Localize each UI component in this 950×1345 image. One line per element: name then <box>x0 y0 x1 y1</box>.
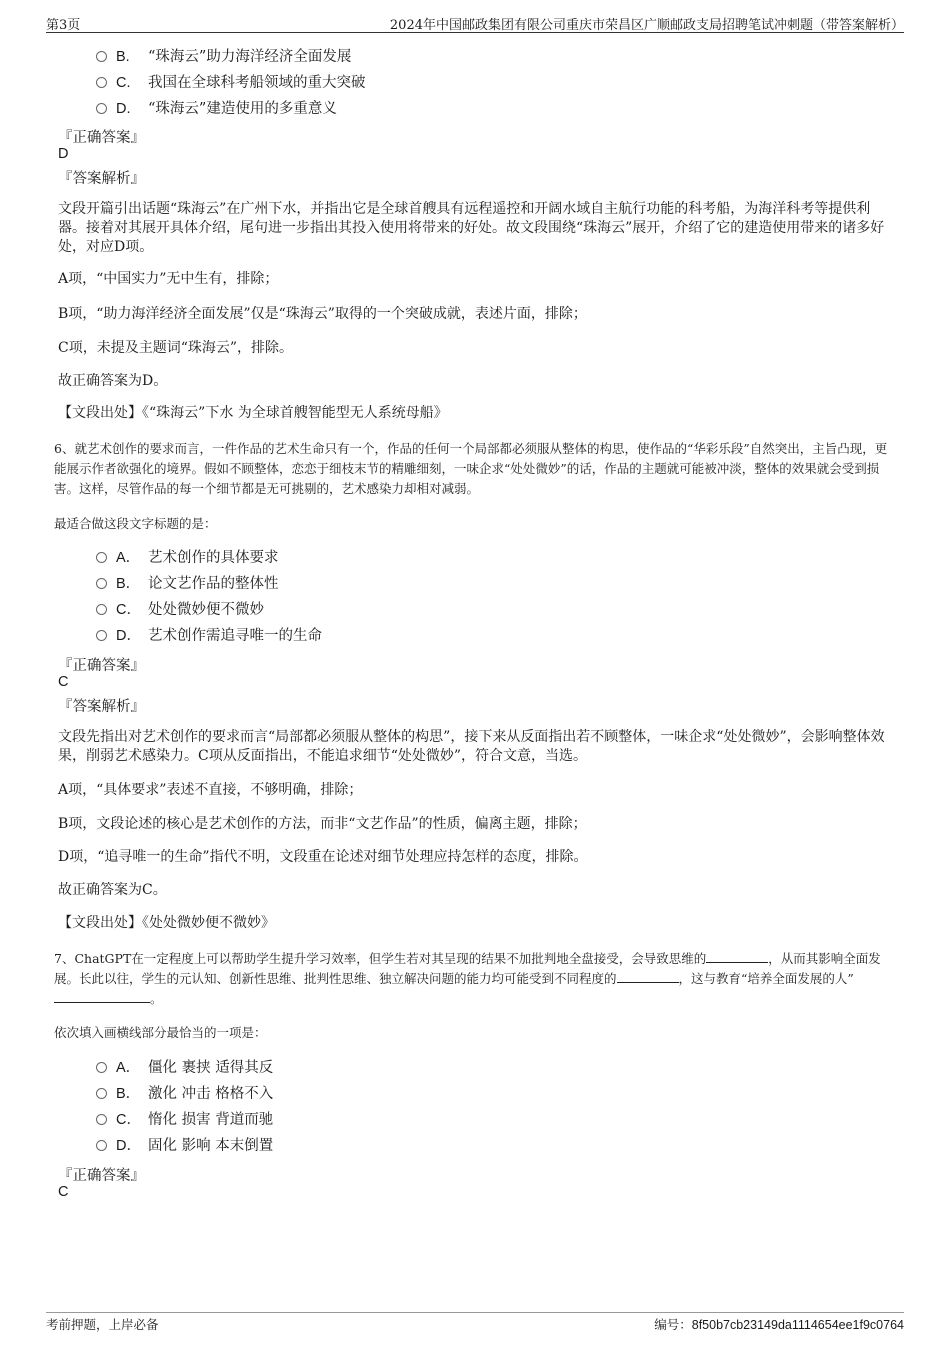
fill-blank-1 <box>706 950 768 963</box>
document-title: 2024年中国邮政集团有限公司重庆市荣昌区广顺邮政支局招聘笔试冲刺题（带答案解析） <box>389 18 904 33</box>
page-header <box>46 14 904 33</box>
q7-option-a[interactable]: A． 僵化 裹挟 适得其反 <box>96 1058 273 1078</box>
radio-icon[interactable] <box>96 552 107 563</box>
document-code: 编号：8f50b7cb23149da1114654ee1f9c0764 <box>654 1317 904 1332</box>
footer-slogan: 考前押题，上岸必备 <box>46 1317 159 1332</box>
q7-question-text: 7、ChatGPT在一定程度上可以帮助学生提升学习效率，但学生若对其呈现的结果不加批判地全盘接受，会导致思维的 ，从而其影响全面发展。长此以往，学生的元认知、创新性思维、批判性思维、独立解决问题的能力均可能受到不同程度的 ，这与教育“培养全面发展的人”。 <box>54 951 881 1006</box>
radio-icon[interactable] <box>96 604 107 615</box>
q6-conclusion: 故正确答案为C。 <box>58 882 167 898</box>
q6-analysis-label: 『答案解析』 <box>58 699 145 715</box>
q6-analysis-main: 文段先指出对艺术创作的要求而言“局部都必须服从整体的构思”，接下来从反面指出若不顾整体，一味企求“处处微妙”，会影响整体效果，削弱艺术感染力。C项从反面指出，不能追求细节“处处微妙”，符合文意，当选。 <box>58 729 885 764</box>
q5-analysis-c: C项，未提及主题词“珠海云”，排除。 <box>58 340 294 356</box>
page-number: 第3页 <box>46 18 81 33</box>
q5-answer: D <box>58 146 69 162</box>
q7-answer-label: 『正确答案』 <box>58 1168 145 1184</box>
q6-option-a[interactable]: A． 艺术创作的具体要求 <box>96 548 279 568</box>
q6-analysis-b: B项，文段论述的核心是艺术创作的方法，而非“文艺作品”的性质，偏离主题，排除； <box>58 816 587 832</box>
q6-analysis-a: A项，“具体要求”表述不直接，不够明确，排除； <box>58 782 363 798</box>
q6-option-d[interactable]: D． 艺术创作需追寻唯一的生命 <box>96 626 322 646</box>
q7-prompt: 依次填入画横线部分最恰当的一项是： <box>54 1025 267 1040</box>
q5-analysis-label: 『答案解析』 <box>58 171 145 187</box>
q7-option-c[interactable]: C． 惰化 损害 背道而驰 <box>96 1110 273 1130</box>
q6-option-b[interactable]: B． 论文艺作品的整体性 <box>96 574 279 594</box>
radio-icon[interactable] <box>96 630 107 641</box>
page-footer <box>46 1312 904 1337</box>
q7-option-b[interactable]: B． 激化 冲击 格格不入 <box>96 1084 273 1104</box>
q5-analysis-main: 文段开篇引出话题“珠海云”在广州下水，并指出它是全球首艘具有远程遥控和开阔水域自主航行功能的科考船，为海洋科考等提供利器。接着对其展开具体介绍，尾句进一步指出其投入使用将带来的好处。故文段围绕“珠海云”展开，介绍了它的建造使用带来的诸多好处，对应D项。 <box>58 201 885 255</box>
radio-icon[interactable] <box>96 1088 107 1099</box>
q5-answer-label: 『正确答案』 <box>58 130 145 146</box>
q5-analysis-b: B项，“助力海洋经济全面发展”仅是“珠海云”取得的一个突破成就，表述片面，排除； <box>58 306 587 322</box>
q6-prompt: 最适合做这段文字标题的是： <box>54 516 217 531</box>
q5-conclusion: 故正确答案为D。 <box>58 373 168 389</box>
radio-icon[interactable] <box>96 103 107 114</box>
q5-option-b[interactable]: B. “珠海云”助力海洋经济全面发展 <box>96 47 351 67</box>
radio-icon[interactable] <box>96 578 107 589</box>
q5-option-c[interactable]: C. 我国在全球科考船领域的重大突破 <box>96 73 366 93</box>
q7-option-d[interactable]: D． 固化 影响 本末倒置 <box>96 1136 273 1156</box>
fill-blank-3 <box>54 990 150 1003</box>
radio-icon[interactable] <box>96 77 107 88</box>
q6-analysis-d: D项，“追寻唯一的生命”指代不明，文段重在论述对细节处理应持怎样的态度，排除。 <box>58 849 588 865</box>
q7-answer: C <box>58 1184 69 1200</box>
q5-option-d[interactable]: D. “珠海云”建造使用的多重意义 <box>96 99 337 119</box>
fill-blank-2 <box>617 970 679 983</box>
q5-analysis-a: A项，“中国实力”无中生有，排除； <box>58 271 279 287</box>
q6-question-text: 6、就艺术创作的要求而言，一件作品的艺术生命只有一个，作品的任何一个局部都必须服从整体的构思，使作品的“华彩乐段”自然突出，主旨凸现，更能展示作者欲强化的境界。假如不顾整体，恋恋于细枝末节的精雕细刻，一味企求“处处微妙”的话，作品的主题就可能被冲淡，整体的效果就会受到损害。这样，尽管作品的每一个细节都是无可挑剔的，艺术感染力却相对减弱。 <box>54 441 888 496</box>
radio-icon[interactable] <box>96 51 107 62</box>
q6-option-c[interactable]: C． 处处微妙便不微妙 <box>96 600 264 620</box>
radio-icon[interactable] <box>96 1114 107 1125</box>
radio-icon[interactable] <box>96 1062 107 1073</box>
q6-answer: C <box>58 674 69 690</box>
q5-source: 【文段出处】《“珠海云”下水 为全球首艘智能型无人系统母船》 <box>58 405 448 421</box>
q6-answer-label: 『正确答案』 <box>58 658 145 674</box>
q6-source: 【文段出处】《处处微妙便不微妙》 <box>58 915 275 931</box>
radio-icon[interactable] <box>96 1140 107 1151</box>
